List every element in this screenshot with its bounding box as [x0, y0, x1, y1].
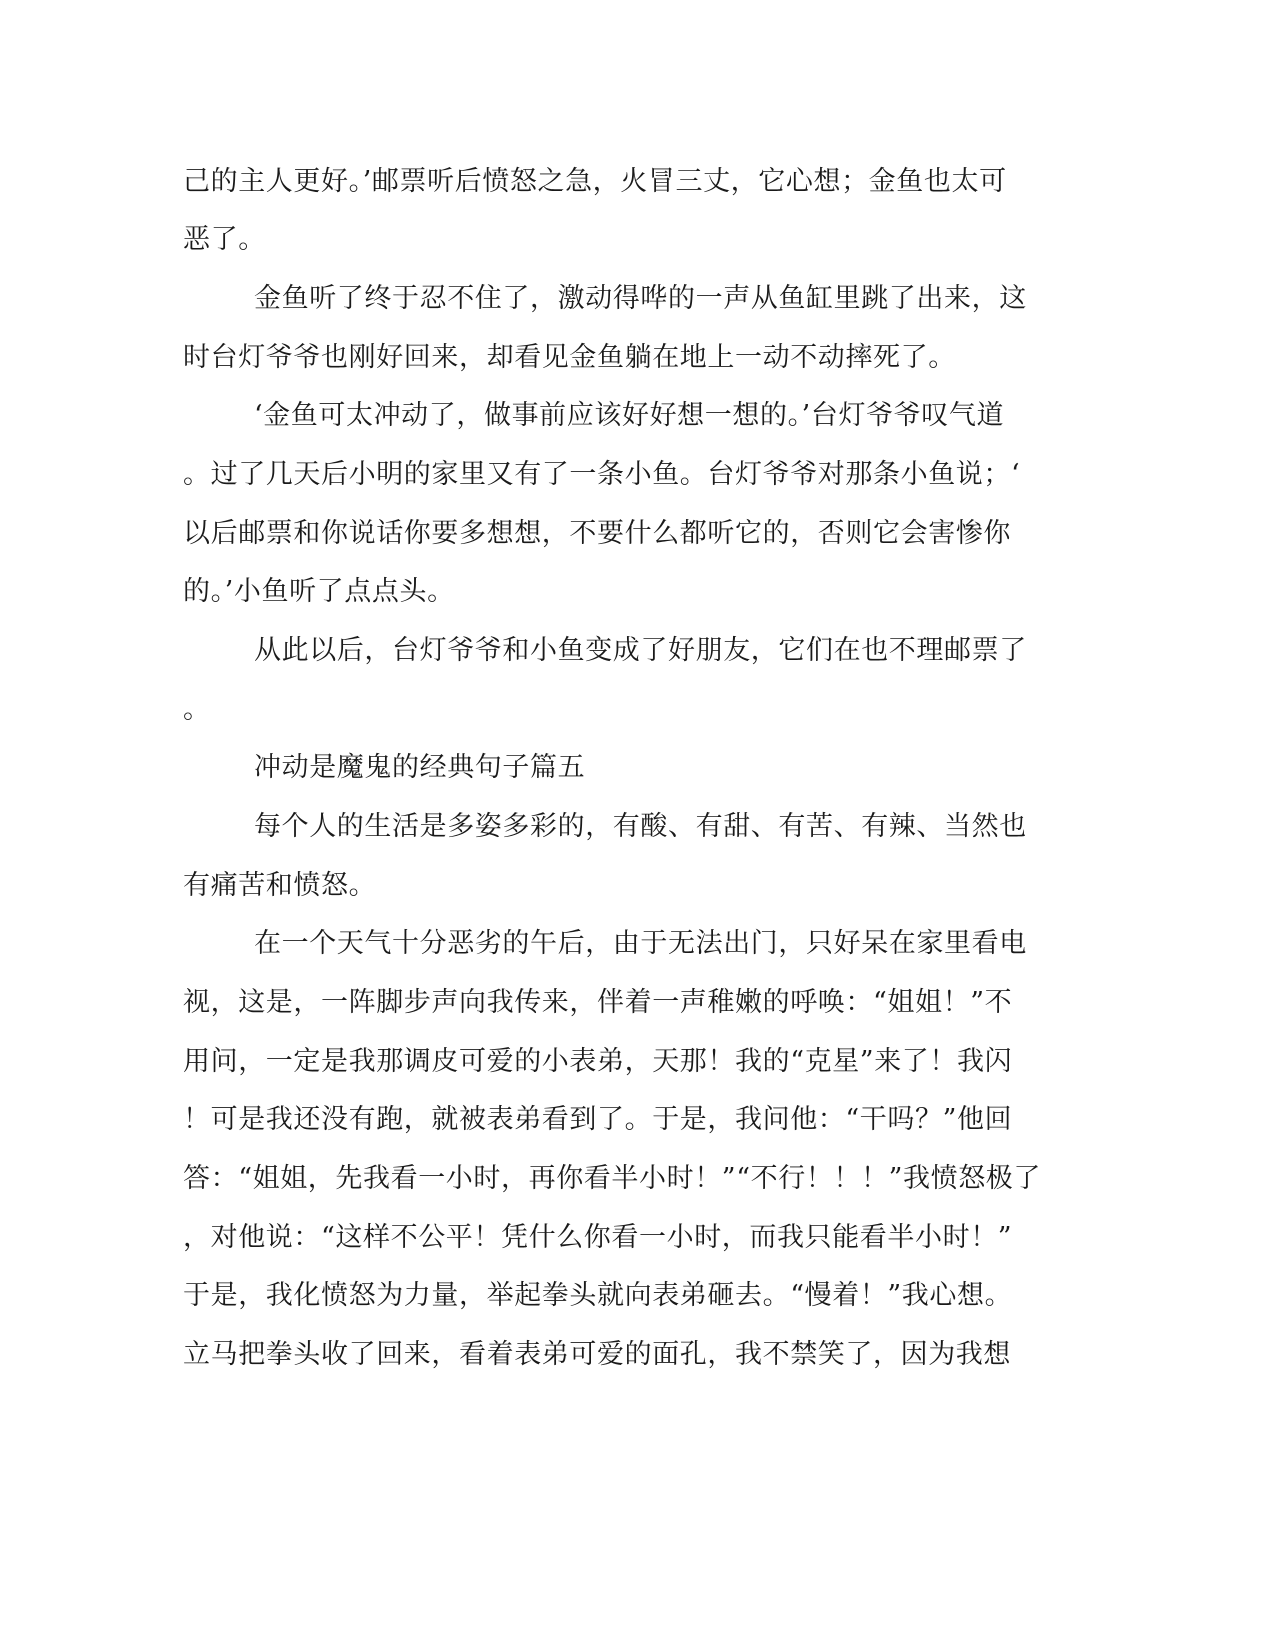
text-line: 。过了几天后小明的家里又有了一条小鱼。台灯爷爷对那条小鱼说；‘ [183, 459, 1021, 490]
text-line: 答：“姐姐，先我看一小时，再你看半小时！”“不行！！！”我愤怒极了 [183, 1163, 1042, 1194]
section-heading: 冲动是魔鬼的经典句子篇五 [254, 752, 586, 783]
text-line: ，对他说：“这样不公平！凭什么你看一小时，而我只能看半小时！” [183, 1222, 1013, 1253]
text-line: ！可是我还没有跑，就被表弟看到了。于是，我问他：“干吗？”他回 [183, 1104, 1013, 1135]
text-line: 。 [183, 694, 211, 725]
text-line: 从此以后，台灯爷爷和小鱼变成了好朋友，它们在也不理邮票了 [254, 635, 1027, 666]
text-line: 以后邮票和你说话你要多想想，不要什么都听它的，否则它会害惨你 [183, 518, 1011, 549]
text-line: 恶了。 [183, 224, 266, 255]
text-line: 视，这是，一阵脚步声向我传来，伴着一声稚嫩的呼唤：“姐姐！”不 [183, 987, 1013, 1018]
text-line: 有痛苦和愤怒。 [183, 870, 377, 901]
text-line: ‘金鱼可太冲动了，做事前应该好好想一想的。’台灯爷爷叹气道 [254, 400, 1005, 431]
text-line: 每个人的生活是多姿多彩的，有酸、有甜、有苦、有辣、当然也 [254, 811, 1027, 842]
text-line: 己的主人更好。’邮票听后愤怒之急，火冒三丈，它心想；金鱼也太可 [183, 166, 1007, 197]
text-line: 用问，一定是我那调皮可爱的小表弟，天那！我的“克星”来了！我闪 [183, 1046, 1013, 1077]
text-line: 于是，我化愤怒为力量，举起拳头就向表弟砸去。“慢着！”我心想。 [183, 1280, 1013, 1311]
text-line: 金鱼听了终于忍不住了，激动得哗的一声从鱼缸里跳了出来，这 [254, 283, 1027, 314]
text-line: 的。’小鱼听了点点头。 [183, 576, 455, 607]
text-line: 立马把拳头收了回来，看着表弟可爱的面孔，我不禁笑了，因为我想 [183, 1339, 1011, 1370]
text-line: 时台灯爷爷也刚好回来，却看见金鱼躺在地上一动不动摔死了。 [183, 342, 956, 373]
text-line: 在一个天气十分恶劣的午后，由于无法出门，只好呆在家里看电 [254, 928, 1027, 959]
